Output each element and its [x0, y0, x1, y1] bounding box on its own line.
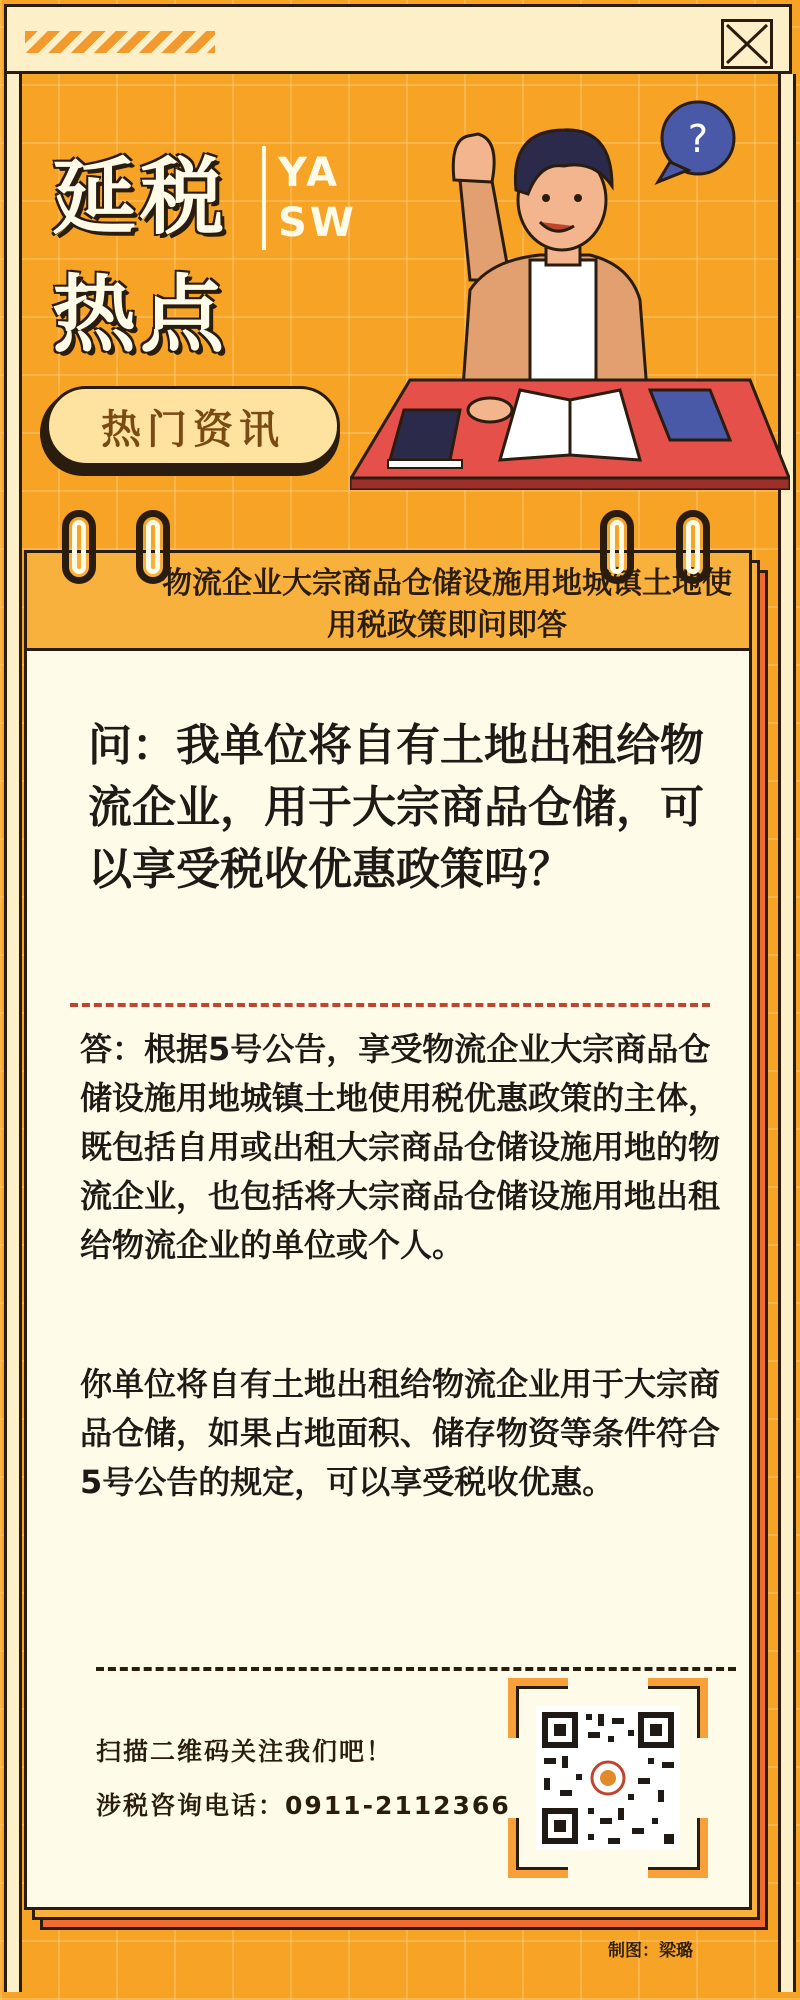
- hot-news-badge: 热门资讯: [46, 386, 340, 466]
- stripe-decoration: [25, 31, 215, 53]
- answer-paragraph-1: 答：根据5号公告，享受物流企业大宗商品仓储设施用地城镇土地使用税优惠政策的主体，既包括自用或出租大宗商品仓储设施用地的物流企业，也包括将大宗商品仓储设施用地出租给物流企业的单位或个人。: [80, 1030, 721, 1264]
- left-border-strip: [4, 74, 22, 1992]
- credit-text: 制图：梁璐: [608, 1941, 693, 1961]
- dashed-divider-red: [70, 1003, 710, 1007]
- binder-ring-icon: [600, 510, 634, 584]
- teacher-illustration: [350, 90, 790, 490]
- qr-code[interactable]: [508, 1678, 708, 1878]
- abbr-line-1: YA: [278, 150, 341, 196]
- title-divider: [262, 146, 266, 250]
- dashed-divider-black: [96, 1667, 736, 1671]
- close-icon: [724, 22, 770, 66]
- question-mark-icon: ?: [687, 117, 709, 161]
- binder-ring-icon: [62, 510, 96, 584]
- binder-ring-icon: [136, 510, 170, 584]
- close-x-icon[interactable]: [721, 19, 773, 69]
- question-text: 问：我单位将自有土地出租给物流企业，用于大宗商品仓储，可以享受税收优惠政策吗？: [88, 720, 704, 895]
- abbr-line-2: SW: [278, 200, 357, 246]
- title-line-2: 热点: [52, 266, 229, 364]
- title-line-1: 延税: [52, 148, 229, 246]
- card-title: 物流企业大宗商品仓储设施用地城镇土地使用税政策即问即答: [162, 566, 732, 643]
- binder-ring-icon: [676, 510, 710, 584]
- scan-prompt: 扫描二维码关注我们吧！: [96, 1737, 394, 1766]
- phone-number: 涉税咨询电话：0911-2112366: [96, 1791, 511, 1820]
- book-icon: [390, 410, 460, 460]
- window-top-bar: [4, 4, 792, 74]
- answer-paragraph-2: 你单位将自有土地出租给物流企业用于大宗商品仓储，如果占地面积、储存物资等条件符合5号公告的规定，可以享受税收优惠。: [80, 1365, 721, 1501]
- hand-icon: [453, 134, 494, 182]
